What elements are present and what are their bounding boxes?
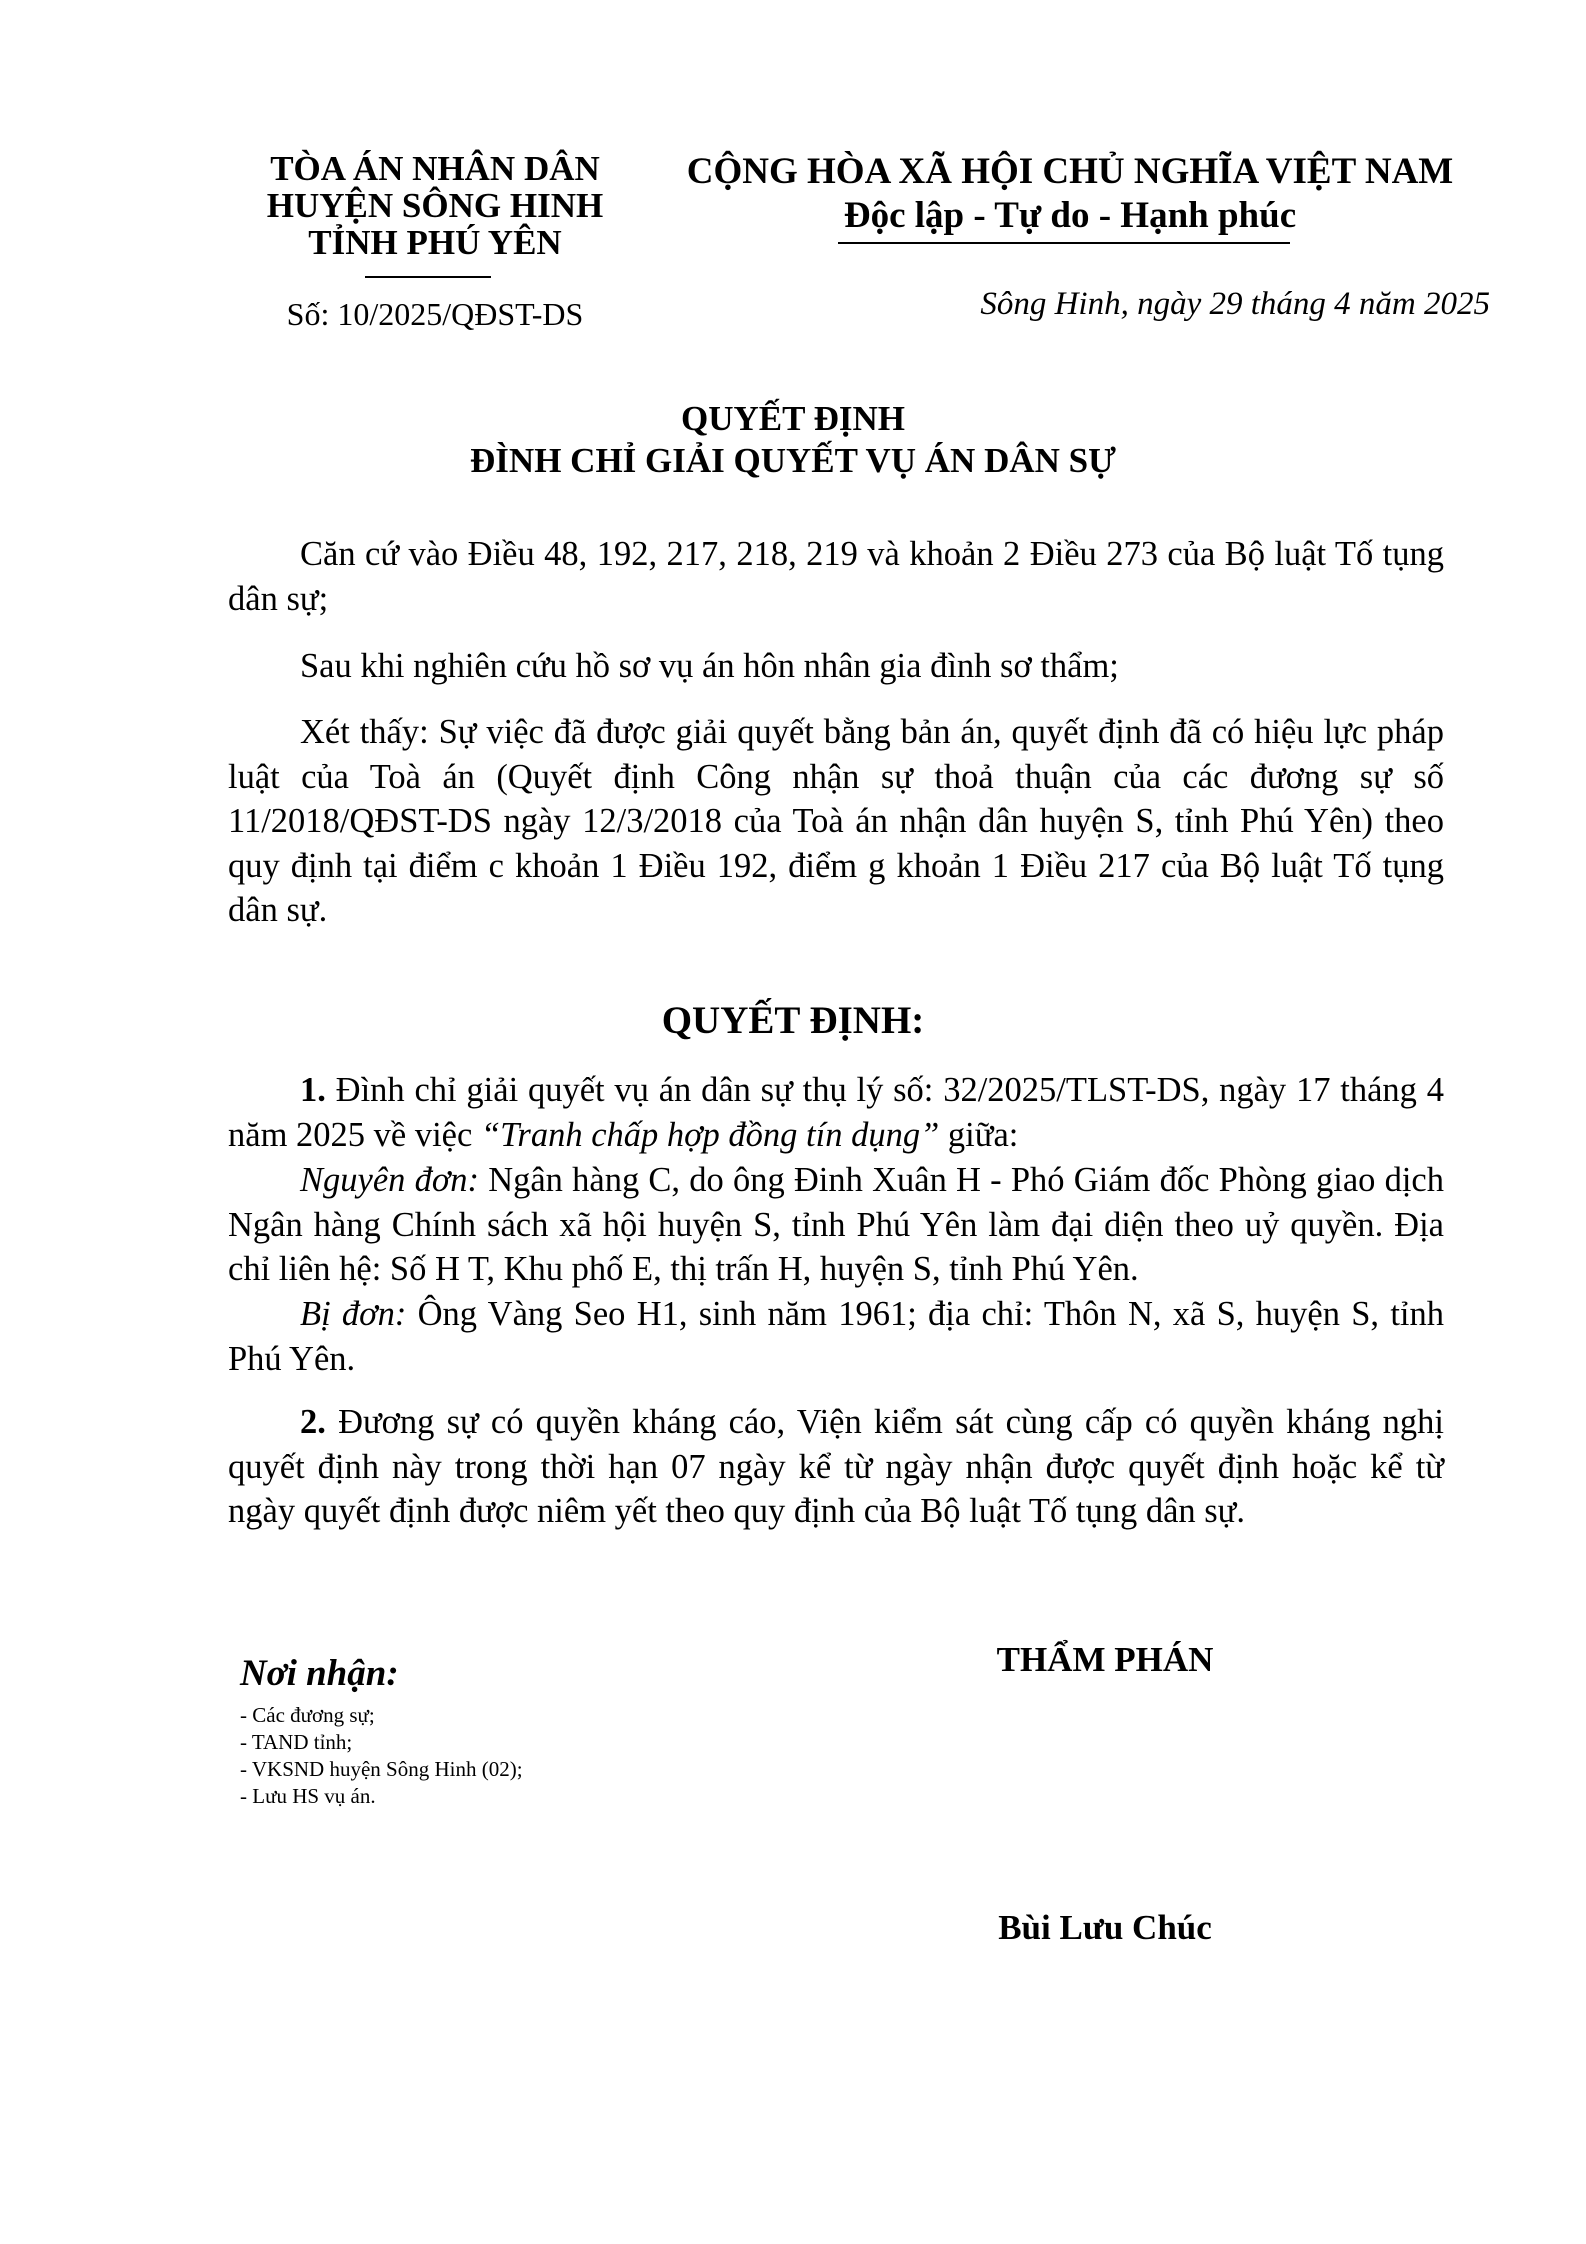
judge-title: THẨM PHÁN xyxy=(996,1640,1214,1679)
court-line: HUYỆN SÔNG HINH xyxy=(266,186,604,225)
plaintiff-text: Ngân hàng C, do ông Đinh Xuân H - Phó Giám đốc Phòng giao dịch Ngân hàng Chính sách xã hội huyện S, tỉnh Phú Yên làm đại diện theo uỷ quyền. Địa chỉ liên hệ: Số H T, Khu phố E, thị trấn H, huyện S, tỉnh Phú Yên. xyxy=(228,1161,1444,1288)
recipient-item: - TAND tỉnh; xyxy=(240,1730,353,1754)
item-text: Đình chỉ giải quyết vụ án dân sự thụ lý số: 32/2025/TLST-DS, ngày 17 tháng 4 năm 2025 về việc xyxy=(228,1071,1444,1154)
national-motto: Độc lập - Tự do - Hạnh phúc xyxy=(843,195,1297,236)
recipient-item: - VKSND huyện Sông Hinh (02); xyxy=(240,1757,523,1781)
motto-divider xyxy=(838,242,1290,244)
item-number: 1. xyxy=(300,1071,326,1109)
review-paragraph: Sau khi nghiên cứu hồ sơ vụ án hôn nhân gia đình sơ thẩm; xyxy=(300,647,1119,685)
defendant-label: Bị đơn: xyxy=(300,1295,407,1333)
decision-item-1 xyxy=(228,1068,1444,1157)
republic-name: CỘNG HÒA XÃ HỘI CHỦ NGHĨA VIỆT NAM xyxy=(686,151,1454,192)
legal-basis-paragraph: Căn cứ vào Điều 48, 192, 217, 218, 219 và khoản 2 Điều 273 của Bộ luật Tố tụng dân sự; xyxy=(228,535,1444,618)
court-line: TỈNH PHÚ YÊN xyxy=(308,223,562,262)
plaintiff-label: Nguyên đơn: xyxy=(300,1161,479,1199)
judge-name: Bùi Lưu Chúc xyxy=(998,1908,1212,1947)
item-text: Đương sự có quyền kháng cáo, Viện kiểm sát cùng cấp có quyền kháng nghị quyết định này trong thời hạn 07 ngày kể từ ngày nhận được quyết định hoặc kể từ ngày quyết định được niêm yết theo quy định của Bộ luật Tố tụng dân sự. xyxy=(228,1403,1444,1530)
court-line: TÒA ÁN NHÂN DÂN xyxy=(270,149,600,188)
court-name xyxy=(210,150,660,261)
place-date: Sông Hinh, ngày 29 tháng 4 năm 2025 xyxy=(980,286,1490,322)
defendant-text: Ông Vàng Seo H1, sinh năm 1961; địa chỉ: Thôn N, xã S, huyện S, tỉnh Phú Yên. xyxy=(228,1295,1444,1378)
recipient-item: - Các đương sự; xyxy=(240,1703,375,1727)
title-line-2: ĐÌNH CHỈ GIẢI QUYẾT VỤ ÁN DÂN SỰ xyxy=(470,441,1116,480)
national-header xyxy=(660,150,1480,238)
finding-paragraph: Xét thấy: Sự việc đã được giải quyết bằng bản án, quyết định đã có hiệu lực pháp luật của Toà án (Quyết định Công nhận sự thoả thuận của các đương sự số 11/2018/QĐST-DS ngày 12/3/2018 của Toà án nhận dân huyện S, tỉnh Phú Yên) theo quy định tại điểm c khoản 1 Điều 192, điểm g khoản 1 Điều 217 của Bộ luật Tố tụng dân sự. xyxy=(228,713,1444,929)
document-title xyxy=(0,398,1586,482)
court-divider xyxy=(365,276,491,278)
title-line-1: QUYẾT ĐỊNH xyxy=(681,399,905,438)
recipient-item: - Lưu HS vụ án. xyxy=(240,1784,376,1808)
item-text: giữa: xyxy=(939,1115,1019,1154)
decision-item-2 xyxy=(228,1400,1444,1534)
document-number: Số: 10/2025/QĐST-DS xyxy=(286,296,584,332)
defendant-paragraph xyxy=(228,1292,1444,1381)
case-name: “Tranh chấp hợp đồng tín dụng” xyxy=(480,1115,940,1154)
recipients-title: Nơi nhận: xyxy=(240,1653,399,1694)
decision-heading: QUYẾT ĐỊNH: xyxy=(661,999,925,1042)
item-number: 2. xyxy=(300,1403,326,1441)
recipients-list xyxy=(240,1702,523,1810)
plaintiff-paragraph xyxy=(228,1158,1444,1292)
